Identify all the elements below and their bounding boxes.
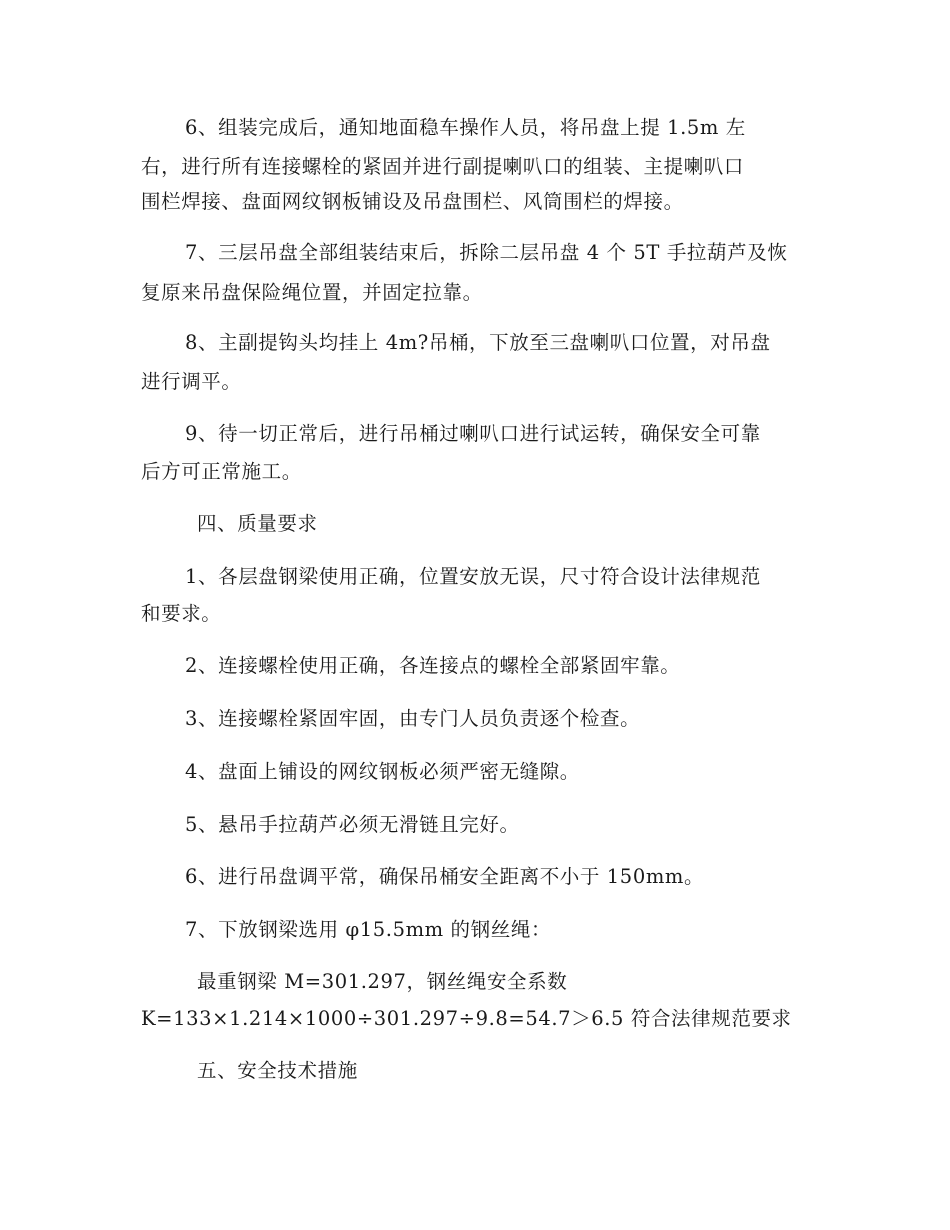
paragraph-line: 9、待一切正常后，进行吊桶过喇叭口进行试运转，确保安全可靠 [185, 422, 761, 445]
paragraph-line: 1、各层盘钢梁使用正确，位置安放无误，尺寸符合设计法律规范 [185, 565, 761, 588]
paragraph-line: 5、悬吊手拉葫芦必须无滑链且完好。 [185, 813, 520, 836]
section-heading: 四、质量要求 [197, 512, 318, 535]
paragraph-line: 7、三层吊盘全部组装结束后，拆除二层吊盘 4 个 5T 手拉葫芦及恢 [185, 241, 788, 264]
paragraph-line: 和要求。 [141, 602, 222, 625]
paragraph-line: 复原来吊盘保险绳位置，并固定拉靠。 [141, 281, 483, 304]
paragraph-line: 右，进行所有连接螺栓的紧固并进行副提喇叭口的组装、主提喇叭口 [141, 155, 745, 178]
paragraph-line: 最重钢梁 M=301.297，钢丝绳安全系数 [197, 970, 568, 993]
paragraph-line: 4、盘面上铺设的网纹钢板必须严密无缝隙。 [185, 760, 580, 783]
paragraph-line: 6、组装完成后，通知地面稳车操作人员，将吊盘上提 1.5m 左 [185, 116, 746, 139]
formula-line: K=133×1.214×1000÷301.297÷9.8=54.7＞6.5 符合法律规范要求 [141, 1007, 792, 1030]
paragraph-line: 8、主副提钩头均挂上 4m?吊桶，下放至三盘喇叭口位置，对吊盘 [185, 331, 771, 354]
paragraph-line: 3、连接螺栓紧固牢固，由专门人员负责逐个检查。 [185, 707, 641, 730]
paragraph-line: 2、连接螺栓使用正确，各连接点的螺栓全部紧固牢靠。 [185, 654, 681, 677]
paragraph-line: 6、进行吊盘调平常，确保吊桶安全距离不小于 150mm。 [185, 865, 705, 888]
paragraph-line: 围栏焊接、盘面网纹钢板铺设及吊盘围栏、风筒围栏的焊接。 [141, 190, 684, 213]
section-heading: 五、安全技术措施 [197, 1059, 358, 1082]
paragraph-line: 后方可正常施工。 [141, 460, 302, 483]
paragraph-line: 进行调平。 [141, 370, 242, 393]
paragraph-line: 7、下放钢梁选用 φ15.5mm 的钢丝绳： [185, 918, 552, 941]
